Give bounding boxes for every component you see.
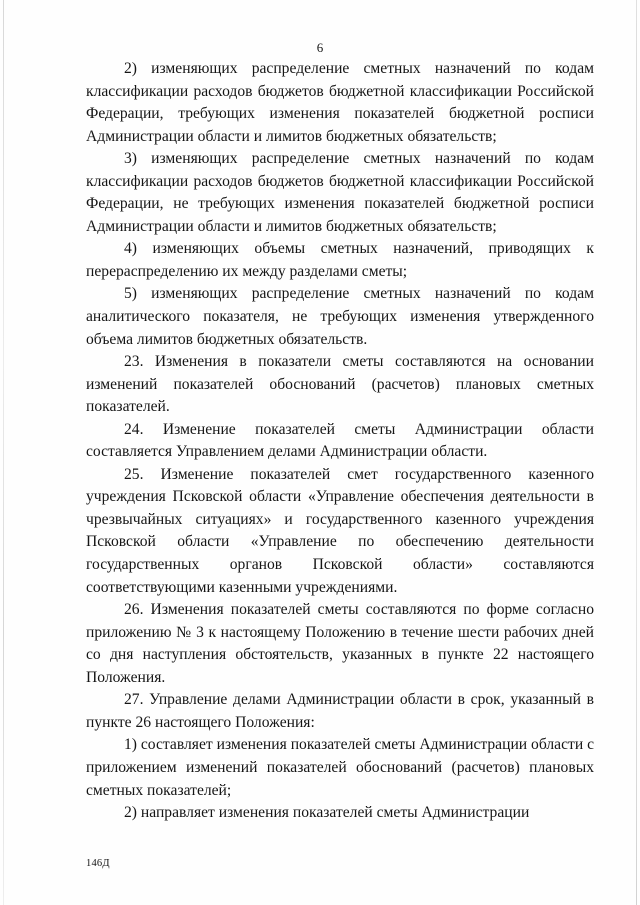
paragraph-item-5: 5) изменяющих распределение сметных назначений по кодам аналитического показателя, не требующих изменения утвержденного объема лимитов бюджетных обязательств. (86, 285, 594, 348)
paragraph-clause-25: 25. Изменение показателей смет государственного казенного учреждения Псковской области «Управление обеспечения деятельности в чрезвычайных ситуациях» и государственного казенного учреждения Псковской области «Управление по обеспечению деятельности государственных органов Псковской области» составляются соответствующими казенными учреждениями. (86, 465, 594, 596)
paragraph-clause-23: 23. Изменения в показатели сметы составляются на основании изменений показателей обоснований (расчетов) плановых сметных показателей. (86, 353, 594, 416)
document-body (86, 58, 594, 825)
page-number: 6 (316, 40, 324, 55)
document-footer-code: 146Д (86, 858, 110, 869)
paragraph-clause-27-item-1: 1) составляет изменения показателей сметы Администрации области с приложением изменений показателей обоснований (расчетов) плановых сметных показателей; (86, 736, 594, 799)
paragraph-item-4: 4) изменяющих объемы сметных назначений, приводящих к перераспределению их между разделами сметы; (86, 240, 594, 280)
paragraph-item-2: 2) изменяющих распределение сметных назначений по кодам классификации расходов бюджетов бюджетной классификации Российской Федерации, требующих изменения показателей бюджетной росписи Администрации области и лимитов бюджетных обязательств; (86, 60, 594, 145)
paragraph-clause-24: 24. Изменение показателей сметы Администрации области составляется Управлением делами Администрации области. (86, 420, 594, 461)
paragraph-clause-27: 27. Управление делами Администрации области в срок, указанный в пункте 26 настоящего Положения: (86, 691, 594, 731)
paragraph-clause-26: 26. Изменения показателей сметы составляются по форме согласно приложению № 3 к настоящему Положению в течение шести рабочих дней со дня наступления обстоятельств, указанных в пункте 22 настоящего Положения. (86, 601, 594, 686)
scan-edge-right (636, 0, 637, 905)
scan-edge-left (3, 0, 4, 905)
paragraph-clause-27-item-2: 2) направляет изменения показателей сметы Администрации (124, 804, 530, 822)
paragraph-item-3: 3) изменяющих распределение сметных назначений по кодам классификации расходов бюджетов бюджетной классификации Российской Федерации, не требующих изменения показателей бюджетной росписи Администрации области и лимитов бюджетных обязательств; (86, 150, 594, 235)
